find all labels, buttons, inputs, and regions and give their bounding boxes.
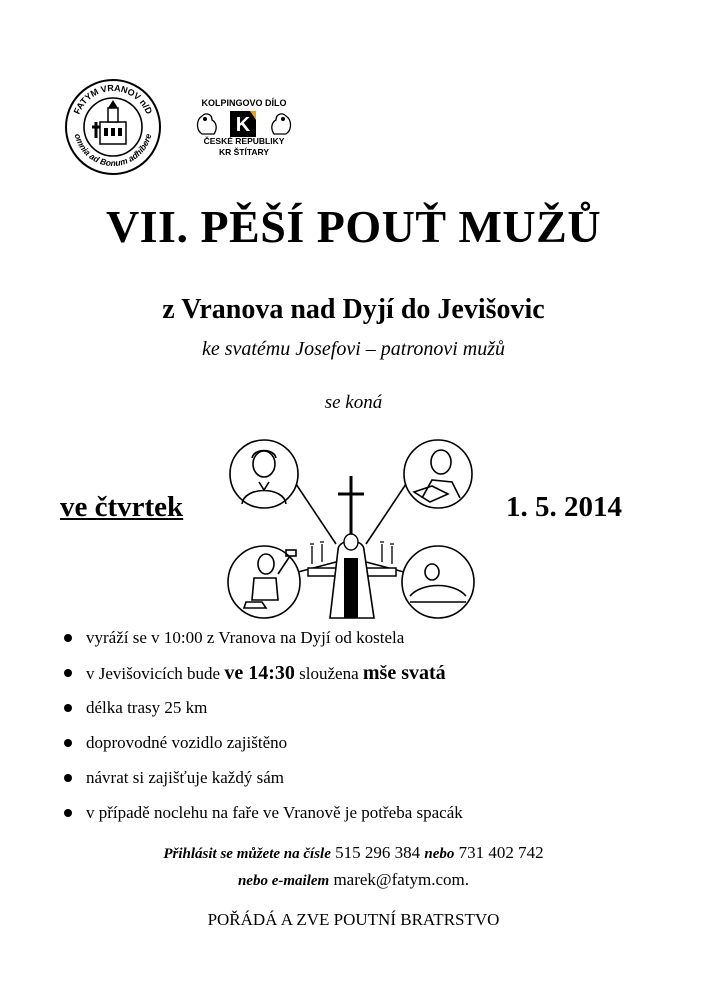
list-item — [62, 625, 463, 660]
bullet-icon — [64, 739, 72, 747]
route-subtitle: z Vranova nad Dyjí do Jevišovic — [162, 294, 545, 325]
fatym-logo — [64, 78, 162, 176]
bullet-icon — [64, 809, 72, 817]
bullet-icon — [64, 634, 72, 642]
kolping-line2: ČESKÉ REPUBLIKY — [203, 136, 285, 146]
list-item-text: návrat si zajišťuje každý sám — [86, 768, 284, 787]
list-item-text: v případě noclehu na faře ve Vranově je potřeba spacák — [86, 803, 463, 822]
info-list — [62, 625, 463, 835]
list-item-text: vyráží se v 10:00 z Vranova na Dyjí od kostela — [86, 628, 405, 647]
event-date: 1. 5. 2014 — [506, 491, 622, 523]
list-item — [62, 730, 463, 765]
email-address[interactable]: marek@fatym.com. — [333, 870, 470, 889]
list-item — [62, 765, 463, 800]
event-day: ve čtvrtek — [60, 491, 184, 523]
kolping-k-mark: K — [235, 114, 251, 136]
mass-label: mše svatá — [362, 662, 446, 684]
bullet-icon — [64, 704, 72, 712]
email-label: nebo e-mailem — [237, 873, 330, 889]
contact-or: nebo — [424, 846, 455, 862]
phone-number-2[interactable]: 731 402 742 — [458, 843, 544, 862]
bullet-icon — [64, 774, 72, 782]
list-item — [62, 660, 463, 695]
fatym-logo-bottom-text: omnia ad Bonum adhibere — [72, 132, 154, 169]
list-item-text: sloužena — [294, 664, 363, 683]
takes-place-label: se koná — [324, 392, 383, 413]
contact-phone-line — [0, 843, 707, 863]
kolping-line3: KR ŠTÍTARY — [218, 147, 270, 157]
page-title: VII. PĚŠÍ POUŤ MUŽŮ — [105, 201, 602, 252]
list-item-text: v Jevišovicích bude — [86, 664, 225, 683]
list-item — [62, 695, 463, 730]
dedication-line: ke svatému Josefovi – patronovi mužů — [201, 338, 506, 360]
kolping-logo — [188, 96, 300, 182]
contact-label: Přihlásit se můžete na čísle — [163, 846, 331, 862]
saint-joseph-illustration — [226, 432, 476, 622]
phone-number-1[interactable]: 515 296 384 — [335, 843, 421, 862]
list-item-text: doprovodné vozidlo zajištěno — [86, 733, 288, 752]
organizer-footer: POŘÁDÁ A ZVE POUTNÍ BRATRSTVO — [207, 910, 500, 929]
contact-email-line — [0, 870, 707, 890]
fatym-logo-top-text: FATYM VRANOV n/D — [71, 82, 155, 116]
kolping-line1: KOLPINGOVO DÍLO — [201, 98, 287, 108]
mass-time: ve 14:30 — [224, 662, 295, 684]
list-item-text: délka trasy 25 km — [86, 698, 208, 717]
bullet-icon — [64, 669, 72, 677]
list-item — [62, 800, 463, 835]
